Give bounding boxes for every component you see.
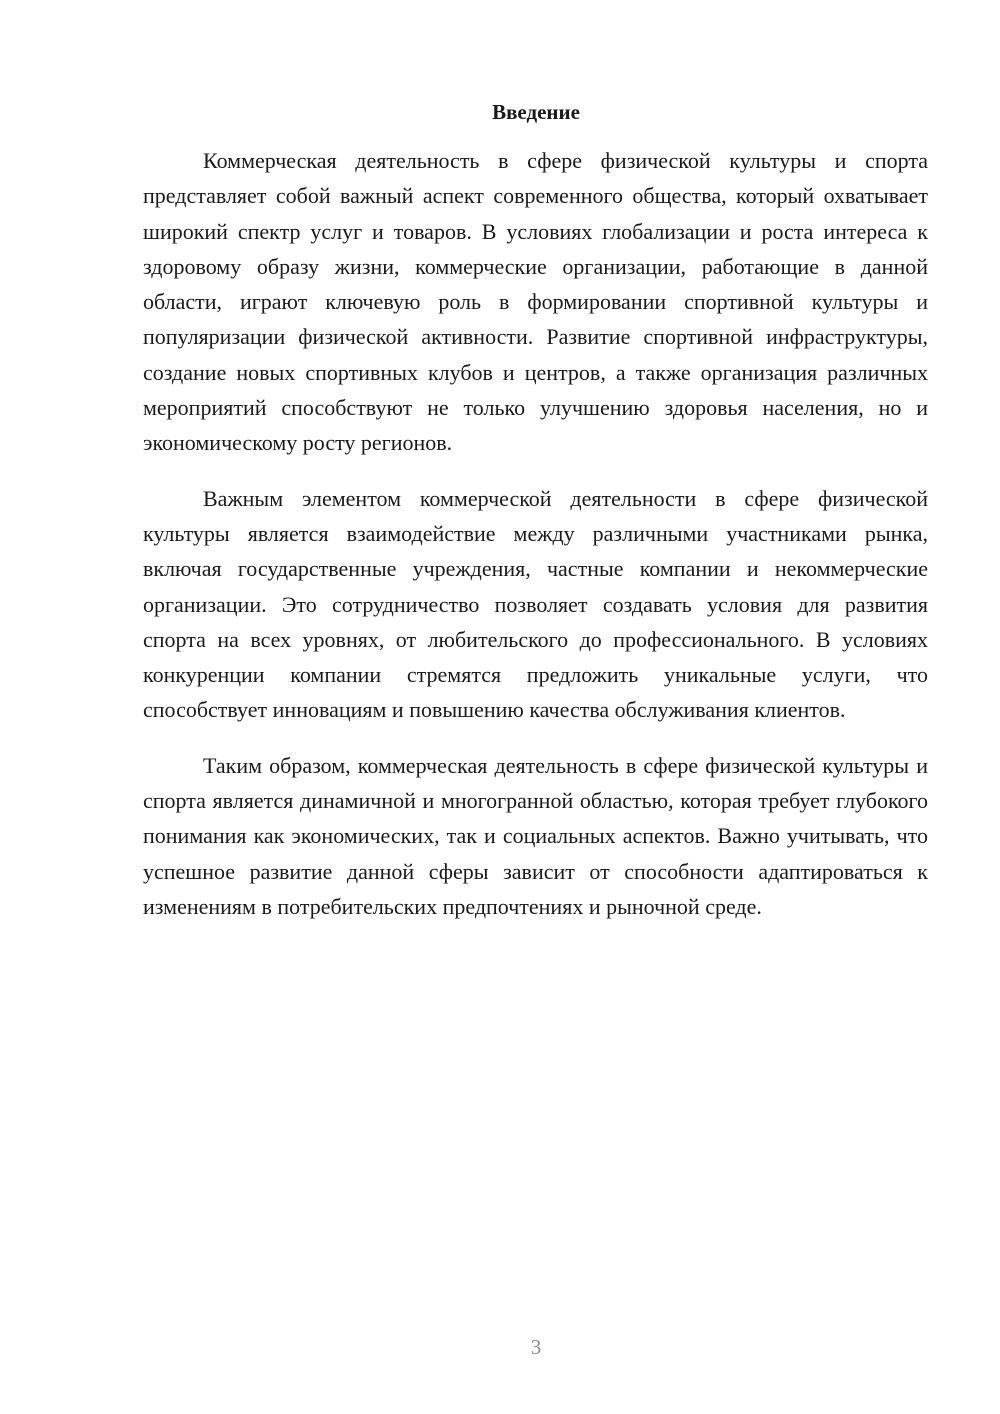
body-text	[143, 143, 928, 944]
paragraph-1: Коммерческая деятельность в сфере физической культуры и спорта представляет собой важный аспект современного общества, который охватывает широкий спектр услуг и товаров. В условиях глобализации и роста интереса к здоровому образу жизни, коммерческие организации, работающие в данной области, играют ключевую роль в формировании спортивной культуры и популяризации физической активности. Развитие спортивной инфраструктуры, создание новых спортивных клубов и центров, а также организация различных мероприятий способствуют не только улучшению здоровья населения, но и экономическому росту регионов.	[143, 148, 928, 456]
page-number: 3	[530, 1335, 542, 1359]
paragraph-2: Важным элементом коммерческой деятельности в сфере физической культуры является взаимодействие между различными участниками рынка, включая государственные учреждения, частные компании и некоммерческие организации. Это сотрудничество позволяет создавать условия для развития спорта на всех уровнях, от любительского до профессионального. В условиях конкуренции компании стремятся предложить уникальные услуги, что способствует инновациям и повышению качества обслуживания клиентов.	[143, 485, 928, 723]
section-heading: Введение	[492, 100, 580, 124]
paragraph-3: Таким образом, коммерческая деятельность в сфере физической культуры и спорта является динамичной и многогранной областью, которая требует глубокого понимания как экономических, так и социальных аспектов. Важно учитывать, что успешное развитие данной сферы зависит от способности адаптироваться к изменениям в потребительских предпочтениях и рыночной среде.	[143, 752, 928, 919]
